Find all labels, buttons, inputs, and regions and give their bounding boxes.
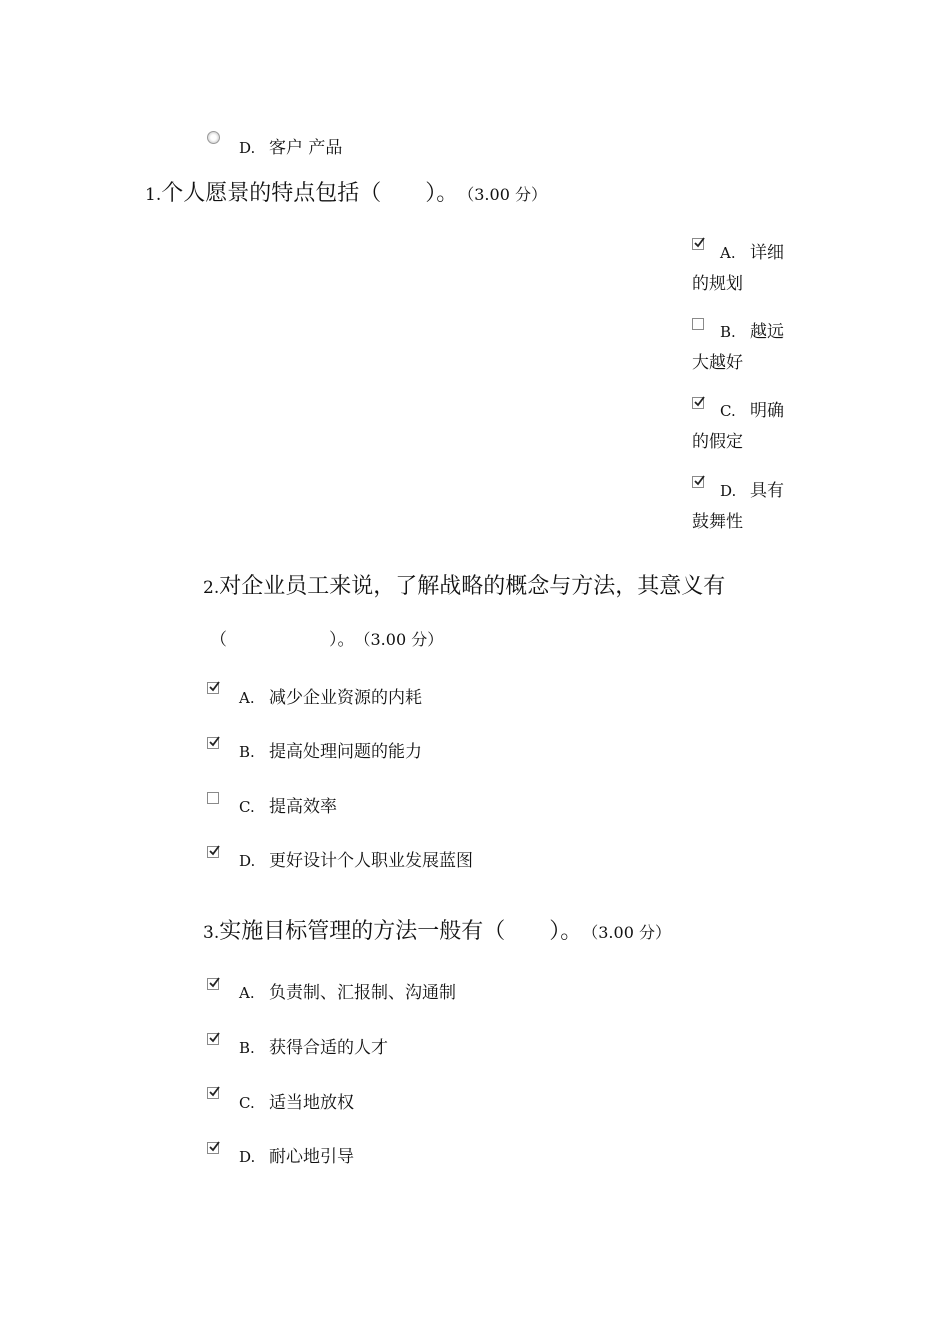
option-checkbox[interactable] xyxy=(207,737,219,749)
question-score: （3.00 分） xyxy=(590,923,671,942)
q3-option-a xyxy=(239,983,456,1003)
q2-option-b xyxy=(239,742,422,762)
q3-option-c xyxy=(239,1093,354,1113)
option-letter: B. xyxy=(720,323,736,341)
checkmark-icon xyxy=(208,1086,220,1098)
option-letter: B. xyxy=(239,1039,255,1057)
option-checkbox[interactable] xyxy=(207,1087,219,1099)
question-2-title xyxy=(203,574,725,601)
question-1-title xyxy=(145,181,547,208)
question-text: 个人愿景的特点包括（ ）。 xyxy=(161,181,459,206)
option-radio[interactable] xyxy=(207,131,220,144)
option-text: 详细的规划 xyxy=(692,243,784,294)
option-checkbox[interactable] xyxy=(207,1033,219,1045)
q1-option-b xyxy=(692,317,792,379)
option-text: 提高处理问题的能力 xyxy=(269,742,422,762)
option-text: 耐心地引导 xyxy=(269,1147,354,1167)
q1-option-a xyxy=(692,238,792,300)
option-text: 越远大越好 xyxy=(692,322,784,373)
question-text-continued: （ ）。 xyxy=(210,630,355,650)
option-text: 客户 产品 xyxy=(269,138,343,158)
q2-option-c xyxy=(239,797,337,817)
option-letter: D. xyxy=(720,482,737,500)
checkmark-icon xyxy=(208,681,220,693)
option-letter: A. xyxy=(239,689,255,707)
question-score: （3.00 分） xyxy=(362,630,444,649)
option-checkbox[interactable] xyxy=(207,1142,219,1154)
option-text: 减少企业资源的内耗 xyxy=(269,688,422,708)
q1-option-c xyxy=(692,396,792,458)
option-letter: A. xyxy=(720,244,736,262)
q1-option-d xyxy=(692,476,792,538)
q3-option-d xyxy=(239,1147,354,1167)
checkmark-icon xyxy=(208,845,220,857)
q2-option-d xyxy=(239,851,473,871)
option-text: 获得合适的人才 xyxy=(269,1038,388,1058)
question-score: （3.00 分） xyxy=(466,185,547,204)
option-letter: A. xyxy=(239,984,255,1002)
option-checkbox[interactable] xyxy=(207,682,219,694)
question-3-title xyxy=(203,919,671,946)
option-letter: D. xyxy=(239,139,256,157)
option-checkbox[interactable] xyxy=(207,846,219,858)
option-text: 更好设计个人职业发展蓝图 xyxy=(269,851,473,871)
checkmark-icon xyxy=(208,1141,220,1153)
option-letter: C. xyxy=(239,798,255,816)
question-text: 实施目标管理的方法一般有（ ）。 xyxy=(219,919,583,944)
option-letter: D. xyxy=(239,1148,256,1166)
option-letter: D. xyxy=(239,852,256,870)
checkmark-icon xyxy=(208,736,220,748)
prev-option-d xyxy=(239,138,342,158)
checkmark-icon xyxy=(208,1032,220,1044)
question-number: 1. xyxy=(145,185,162,205)
question-2-title-line2 xyxy=(210,627,443,653)
question-number: 2. xyxy=(203,578,220,598)
option-text: 提高效率 xyxy=(269,797,337,817)
question-text: 对企业员工来说，了解战略的概念与方法，其意义有 xyxy=(219,574,726,599)
question-number: 3. xyxy=(203,923,220,943)
option-letter: C. xyxy=(720,402,736,420)
option-letter: C. xyxy=(239,1094,255,1112)
option-text: 负责制、汇报制、沟通制 xyxy=(269,983,456,1003)
checkmark-icon xyxy=(208,977,220,989)
q3-option-b xyxy=(239,1038,388,1058)
option-checkbox[interactable] xyxy=(207,978,219,990)
option-letter: B. xyxy=(239,743,255,761)
q2-option-a xyxy=(239,688,422,708)
option-text: 具有鼓舞性 xyxy=(692,481,784,532)
option-text: 适当地放权 xyxy=(269,1093,354,1113)
option-text: 明确的假定 xyxy=(692,401,784,452)
option-checkbox[interactable] xyxy=(207,792,219,804)
